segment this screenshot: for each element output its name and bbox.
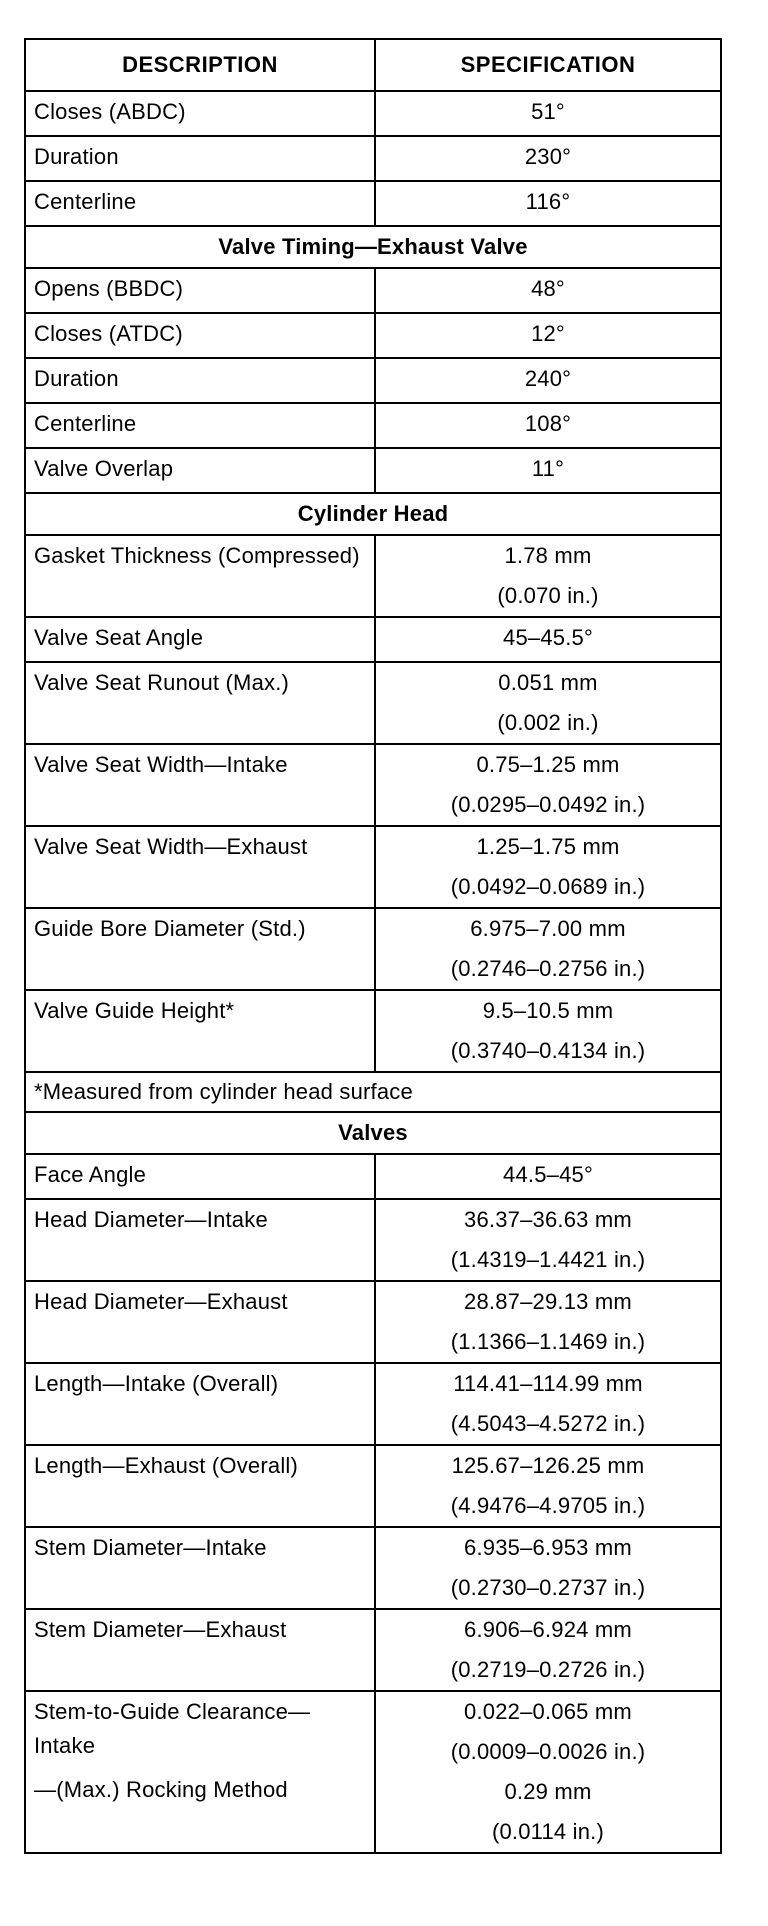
specification-cell — [375, 990, 721, 1072]
description-cell — [25, 181, 375, 226]
specification-cell — [375, 1154, 721, 1199]
description-text: Stem Diameter—Exhaust — [34, 1617, 287, 1642]
description-text: Length—Exhaust (Overall) — [34, 1453, 299, 1478]
specification-value: 11° — [531, 456, 565, 481]
spec-row — [25, 990, 721, 1072]
description-text: Valve Guide Height* — [34, 998, 235, 1023]
description-text: Stem Diameter—Intake — [34, 1535, 267, 1560]
description-cell — [25, 1445, 375, 1527]
description-cell — [25, 403, 375, 448]
description-cell — [25, 1154, 375, 1199]
description-cell — [25, 448, 375, 493]
specification-cell — [375, 1363, 721, 1445]
specification-cell — [375, 403, 721, 448]
section-row — [25, 226, 721, 268]
specification-value: (0.0114 in.) — [491, 1819, 605, 1844]
specification-value: 0.051 mm — [498, 670, 598, 695]
description-subtext: —(Max.) Rocking Method — [34, 1777, 288, 1802]
specification-value: 6.935–6.953 mm — [464, 1535, 632, 1560]
spec-row — [25, 1609, 721, 1691]
specification-value: 230° — [524, 144, 572, 169]
description-text: Opens (BBDC) — [34, 276, 184, 301]
specification-cell — [375, 136, 721, 181]
specification-value: 36.37–36.63 mm — [464, 1207, 632, 1232]
spec-row — [25, 1281, 721, 1363]
description-text: Head Diameter—Intake — [34, 1207, 268, 1232]
specification-value: 6.975–7.00 mm — [470, 916, 626, 941]
specification-value: 240° — [524, 366, 572, 391]
spec-row — [25, 448, 721, 493]
description-cell — [25, 990, 375, 1072]
description-text: Gasket Thickness (Compressed) — [34, 543, 360, 568]
specification-value: (1.1366–1.1469 in.) — [450, 1329, 646, 1354]
description-text: Duration — [34, 366, 119, 391]
spec-row — [25, 1199, 721, 1281]
description-cell — [25, 313, 375, 358]
description-cell — [25, 1609, 375, 1691]
specification-cell — [375, 448, 721, 493]
description-cell — [25, 662, 375, 744]
description-text: Length—Intake (Overall) — [34, 1371, 279, 1396]
description-cell — [25, 136, 375, 181]
description-cell — [25, 826, 375, 908]
footnote-row — [25, 1072, 721, 1112]
section-title: Valve Timing—Exhaust Valve — [25, 226, 721, 268]
description-cell — [25, 1281, 375, 1363]
specification-cell — [375, 1691, 721, 1853]
specification-cell — [375, 1527, 721, 1609]
description-text: Valve Seat Width—Intake — [34, 752, 288, 777]
specification-value: 12° — [531, 321, 565, 346]
specification-value: (0.002 in.) — [497, 710, 599, 735]
spec-row — [25, 313, 721, 358]
description-text: Valve Seat Runout (Max.) — [34, 670, 290, 695]
specification-value: 0.75–1.25 mm — [476, 752, 620, 777]
description-cell — [25, 617, 375, 662]
specification-value: 6.906–6.924 mm — [464, 1617, 632, 1642]
footnote: *Measured from cylinder head surface — [25, 1072, 721, 1112]
specification-cell — [375, 744, 721, 826]
spec-body — [25, 91, 721, 1853]
header-row — [25, 39, 721, 91]
specification-value: (0.2730–0.2737 in.) — [450, 1575, 646, 1600]
description-text: Centerline — [34, 189, 137, 214]
spec-row — [25, 535, 721, 617]
spec-row — [25, 358, 721, 403]
specification-cell — [375, 1199, 721, 1281]
description-cell — [25, 268, 375, 313]
description-text: Valve Seat Angle — [34, 625, 204, 650]
spec-row — [25, 268, 721, 313]
spec-row — [25, 1363, 721, 1445]
specification-cell — [375, 1445, 721, 1527]
section-row — [25, 1112, 721, 1154]
specification-value: (1.4319–1.4421 in.) — [450, 1247, 646, 1272]
specification-cell — [375, 662, 721, 744]
specification-value: 28.87–29.13 mm — [464, 1289, 632, 1314]
spec-row — [25, 91, 721, 136]
specification-cell — [375, 535, 721, 617]
spec-row — [25, 1691, 721, 1853]
specification-value: 1.25–1.75 mm — [476, 834, 620, 859]
spec-row — [25, 908, 721, 990]
specification-cell — [375, 1609, 721, 1691]
spec-row — [25, 136, 721, 181]
spec-row — [25, 1154, 721, 1199]
spec-table — [24, 38, 722, 1854]
description-cell — [25, 1691, 375, 1853]
specification-value: 48° — [531, 276, 565, 301]
specification-value: 116° — [525, 189, 571, 214]
section-title: Valves — [25, 1112, 721, 1154]
specification-cell — [375, 908, 721, 990]
description-text: Valve Seat Width—Exhaust — [34, 834, 308, 859]
description-text: Closes (ABDC) — [34, 99, 186, 124]
spec-row — [25, 662, 721, 744]
description-cell — [25, 744, 375, 826]
specification-value: (0.3740–0.4134 in.) — [450, 1038, 646, 1063]
specification-cell — [375, 358, 721, 403]
description-cell — [25, 1527, 375, 1609]
description-text: Guide Bore Diameter (Std.) — [34, 916, 306, 941]
description-text: Face Angle — [34, 1162, 147, 1187]
specification-value: 114.41–114.99 mm — [453, 1371, 643, 1396]
specification-cell — [375, 313, 721, 358]
description-text: Stem-to-Guide Clearance—Intake — [34, 1699, 311, 1758]
description-text: Head Diameter—Exhaust — [34, 1289, 288, 1314]
description-text: Duration — [34, 144, 119, 169]
description-text: Centerline — [34, 411, 137, 436]
specification-value: 0.29 mm — [504, 1779, 592, 1804]
specification-value: 44.5–45° — [503, 1162, 593, 1187]
specification-value: (0.2719–0.2726 in.) — [450, 1657, 646, 1682]
specification-value: 45–45.5° — [503, 625, 593, 650]
specification-cell — [375, 268, 721, 313]
specification-value: (4.9476–4.9705 in.) — [450, 1493, 646, 1518]
spec-row — [25, 617, 721, 662]
description-cell — [25, 1363, 375, 1445]
specification-cell — [375, 91, 721, 136]
description-cell — [25, 91, 375, 136]
description-cell — [25, 535, 375, 617]
specification-value: 1.78 mm — [504, 543, 592, 568]
description-text: Valve Overlap — [34, 456, 174, 481]
specification-value: (0.070 in.) — [497, 583, 599, 608]
specification-value: (0.0492–0.0689 in.) — [450, 874, 646, 899]
specification-value: (0.0009–0.0026 in.) — [450, 1739, 646, 1764]
description-cell — [25, 358, 375, 403]
specification-cell — [375, 617, 721, 662]
specification-value: 9.5–10.5 mm — [482, 998, 614, 1023]
spec-row — [25, 826, 721, 908]
description-cell — [25, 1199, 375, 1281]
description-cell — [25, 908, 375, 990]
spec-row — [25, 181, 721, 226]
description-header: DESCRIPTION — [25, 39, 375, 91]
specification-value: (4.5043–4.5272 in.) — [450, 1411, 646, 1436]
spec-row — [25, 403, 721, 448]
section-title: Cylinder Head — [25, 493, 721, 535]
specification-cell — [375, 181, 721, 226]
spec-row — [25, 1527, 721, 1609]
spec-row — [25, 1445, 721, 1527]
specification-cell — [375, 826, 721, 908]
specification-value: 108° — [524, 411, 572, 436]
specification-value: (0.2746–0.2756 in.) — [450, 956, 646, 981]
specification-cell — [375, 1281, 721, 1363]
specification-value: (0.0295–0.0492 in.) — [450, 792, 646, 817]
specification-header: SPECIFICATION — [375, 39, 721, 91]
specification-value: 0.022–0.065 mm — [464, 1699, 632, 1724]
specification-value: 51° — [531, 99, 565, 124]
section-row — [25, 493, 721, 535]
description-text: Closes (ATDC) — [34, 321, 183, 346]
spec-row — [25, 744, 721, 826]
specification-value: 125.67–126.25 mm — [451, 1453, 645, 1478]
